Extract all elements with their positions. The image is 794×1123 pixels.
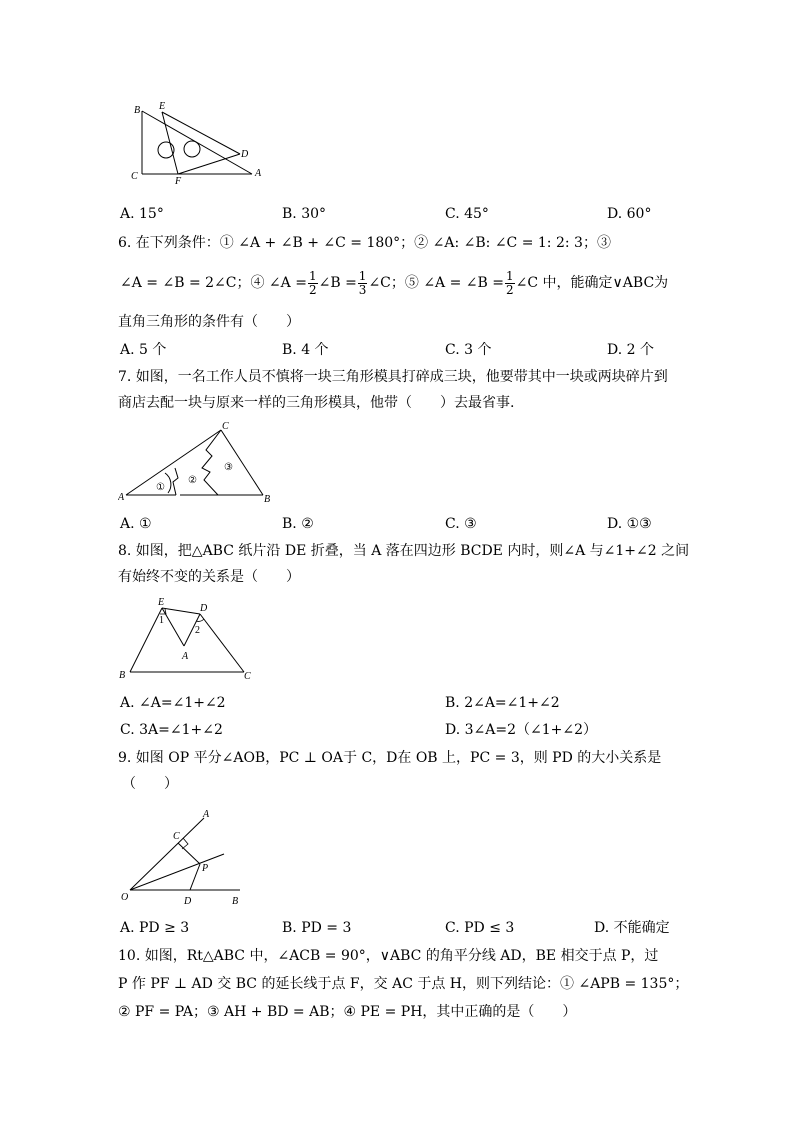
q7-option-d: D. ①③ — [607, 516, 652, 532]
q7-stem-line2: 商店去配一块与原来一样的三角形模具，他带（ ）去最省事. — [118, 395, 515, 411]
fig5-label-a: A — [255, 168, 262, 179]
fig7-piece-2: ② — [188, 475, 197, 486]
fig7-piece-3: ③ — [224, 462, 233, 473]
fig7-label-b: B — [264, 494, 271, 505]
q10-stem-line3: ② PF = PA；③ AH + BD = AB；④ PE = PH，其中正确的是（ ） — [118, 1004, 577, 1020]
q8-option-d: D. 3∠A=2（∠1+∠2） — [445, 722, 598, 738]
fig9-label-b: B — [232, 896, 239, 906]
fig9-label-c: C — [173, 831, 180, 842]
fig8-label-d: D — [200, 603, 208, 614]
q7-option-c: C. ③ — [445, 516, 477, 532]
q8-stem-line2: 有始终不变的关系是（ ） — [118, 569, 300, 585]
fig5-label-d: D — [241, 149, 249, 160]
figure-q5 — [128, 98, 268, 190]
q6-option-b: B. 4 个 — [282, 342, 329, 358]
q6-stem-line1: 6. 在下列条件：① ∠A + ∠B + ∠C = 180°；② ∠A: ∠B: ∠C = 1: 2: 3；③ — [118, 235, 611, 251]
fig9-label-p: P — [202, 863, 209, 874]
fig5-label-e: E — [159, 101, 166, 112]
fig8-label-b: B — [119, 670, 126, 681]
q9-option-a: A. PD ≥ 3 — [120, 920, 190, 936]
q6-option-a: A. 5 个 — [120, 342, 167, 358]
figure-q7 — [118, 420, 276, 506]
fig5-label-f: F — [175, 176, 182, 187]
fig9-label-d: D — [184, 896, 192, 906]
q6-option-c: C. 3 个 — [445, 342, 492, 358]
q9-option-b: B. PD = 3 — [282, 920, 352, 936]
fig7-label-c: C — [222, 421, 229, 432]
q7-option-a: A. ① — [120, 516, 152, 532]
fig8-label-1: 1 — [159, 615, 164, 626]
q5-option-b: B. 30° — [282, 206, 327, 222]
q9-stem-line2: （ ） — [122, 776, 178, 792]
q6-stem-line3: 直角三角形的条件有（ ） — [118, 314, 300, 330]
q6-stem-line2 — [120, 264, 668, 302]
q10-stem-line1: 10. 如图，Rt△ABC 中，∠ACB = 90°，∨ABC 的角平分线 AD，BE 相交于点 P，过 — [118, 948, 659, 964]
fig8-label-2: 2 — [195, 625, 200, 636]
q7-stem-line1: 7. 如图，一名工作人员不慎将一块三角形模具打碎成三块，他要带其中一块或两块碎片到 — [118, 369, 668, 385]
q8-option-c: C. 3A=∠1+∠2 — [120, 722, 223, 738]
q9-stem-line1: 9. 如图 OP 平分∠AOB，PC ⊥ OA于 C，D在 OB 上，PC = 3，则 PD 的大小关系是 — [118, 750, 662, 766]
q10-stem-line2: P 作 PF ⊥ AD 交 BC 的延长线于点 F，交 AC 于点 H，则下列结论：① ∠APB = 135°； — [118, 976, 689, 992]
q6-fraction-half-2: $\frac{1}{2}$ — [506, 268, 514, 297]
q8-stem-line1: 8. 如图，把△ABC 纸片沿 DE 折叠，当 A 落在四边形 BCDE 内时，则∠A 与∠1+∠2 之间 — [118, 543, 690, 559]
q5-option-a: A. 15° — [120, 206, 164, 222]
fig5-label-c: C — [131, 171, 138, 182]
q6-cond4-text: ∠B = — [318, 275, 357, 291]
q9-option-c: C. PD ≤ 3 — [445, 920, 515, 936]
figure-q9 — [118, 804, 248, 906]
q9-option-d: D. 不能确定 — [594, 920, 670, 936]
fig9-label-a: A — [203, 809, 210, 820]
q6-fraction-half-1: $\frac{1}{2}$ — [308, 268, 317, 297]
q6-cond3-text: ∠A = ∠B = 2∠C；④ ∠A = — [120, 275, 307, 291]
q5-option-c: C. 45° — [445, 206, 489, 222]
fig8-label-c: C — [244, 671, 251, 682]
q6-tail-text: ∠C 中，能确定∨ABC为 — [515, 275, 669, 291]
q7-option-b: B. ② — [282, 516, 314, 532]
q6-cond5-text: ∠C；⑤ ∠A = ∠B = — [368, 275, 505, 291]
fig7-piece-1: ① — [156, 482, 165, 493]
fig8-label-a: A — [182, 651, 189, 662]
q6-option-d: D. 2 个 — [607, 342, 654, 358]
q5-option-d: D. 60° — [607, 206, 652, 222]
fig7-label-a: A — [118, 492, 125, 503]
fig5-label-b: B — [134, 105, 141, 116]
fig8-label-e: E — [158, 597, 165, 608]
q6-fraction-third: $\frac{1}{3}$ — [358, 268, 367, 297]
figure-q8 — [116, 594, 256, 684]
q8-option-a: A. ∠A=∠1+∠2 — [120, 695, 226, 711]
q8-option-b: B. 2∠A=∠1+∠2 — [445, 695, 560, 711]
fig9-label-o: O — [121, 892, 129, 903]
